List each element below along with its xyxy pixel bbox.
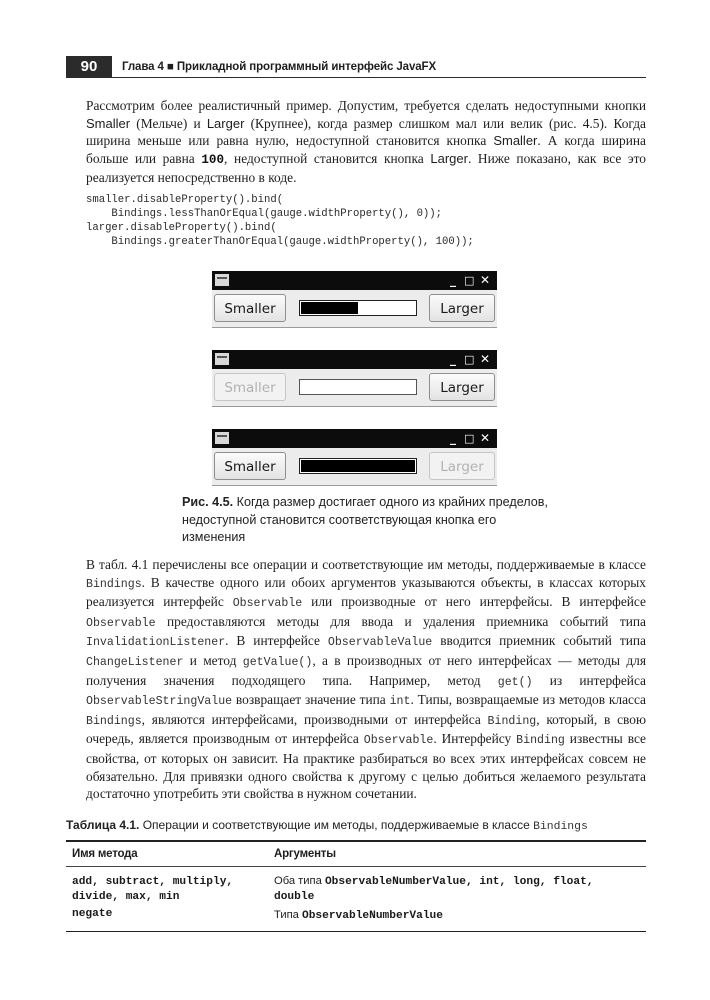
gauge-fill xyxy=(301,460,415,472)
table-label: Таблица 4.1. xyxy=(66,818,140,832)
header-rule xyxy=(66,77,646,78)
text-run: , который, в свою очередь, является производным от интерфейса xyxy=(86,711,646,747)
close-icon[interactable]: ✕ xyxy=(480,352,491,366)
text-run: . Ниже показано, как все это реализуется непосредственно в коде. xyxy=(86,150,647,186)
window-menu-icon[interactable] xyxy=(215,432,229,444)
argument-types: ObservableNumberValue, int, long, float, xyxy=(324,876,594,888)
inline-code: getValue() xyxy=(242,655,313,669)
inline-code: get() xyxy=(497,675,533,689)
column-header-arguments: Аргументы xyxy=(274,848,336,860)
inline-code: ChangeListener xyxy=(86,655,184,669)
title-bar xyxy=(212,271,497,290)
inline-code: Binding xyxy=(516,734,565,748)
maximize-icon[interactable]: □ xyxy=(464,353,475,366)
table-cell-methods xyxy=(72,874,233,904)
window-content xyxy=(212,369,497,407)
table-top-rule xyxy=(66,840,646,842)
method-names: add, subtract, multiply, xyxy=(72,876,234,888)
table-caption xyxy=(66,818,656,833)
window-example-3 xyxy=(212,429,497,485)
larger-button[interactable]: Larger xyxy=(429,373,495,401)
figure-caption xyxy=(182,494,552,547)
title-bar xyxy=(212,429,497,448)
inline-code: ObservableValue xyxy=(327,636,433,650)
smaller-button[interactable]: Smaller xyxy=(214,294,286,322)
larger-button[interactable]: Larger xyxy=(429,294,495,322)
inline-code: Observable xyxy=(363,734,434,748)
method-names: divide, max, min xyxy=(72,891,180,903)
argument-types: double xyxy=(274,891,315,903)
text-run: (Крупнее), когда размер слишком мал или велик (рис. 4.5). Когда ширина меньше или равна нулю, недоступной становится кнопка xyxy=(86,115,647,149)
inline-smaller: Smaller xyxy=(86,115,131,131)
table-caption-text: Операции и соответствующие им методы, поддерживаемые в классе xyxy=(139,818,534,832)
inline-smaller: Smaller xyxy=(493,133,538,149)
inline-code: Observable xyxy=(232,597,303,611)
table-bottom-rule xyxy=(66,931,646,932)
close-icon[interactable]: ✕ xyxy=(480,431,491,445)
inline-larger: Larger xyxy=(206,115,245,131)
text-run: Рассмотрим более реалистичный пример. Допустим, требуется сделать недоступными кнопки xyxy=(86,98,646,113)
minimize-icon[interactable]: _ xyxy=(450,273,456,287)
table-cell-methods xyxy=(72,906,112,921)
text-run: В табл. 4.1 перечислены все операции и соответствующие им методы, поддерживаемые в классе xyxy=(86,557,646,572)
intro-paragraph xyxy=(86,97,646,187)
minimize-icon[interactable]: _ xyxy=(450,431,456,445)
body-paragraph xyxy=(86,556,646,803)
running-header xyxy=(66,56,646,78)
window-example-2 xyxy=(212,350,497,406)
text-run: . Интерфейсу xyxy=(433,731,517,747)
inline-code: int xyxy=(389,695,411,709)
inline-code: Bindings xyxy=(86,577,142,591)
inline-code: Binding xyxy=(487,714,537,728)
smaller-button-disabled: Smaller xyxy=(214,373,286,401)
text-run: . В качестве одного или обоих аргументов указываются объекты, в классах которых реализуется интерфейс xyxy=(86,574,646,610)
gauge xyxy=(299,300,417,316)
gauge xyxy=(299,379,417,395)
inline-code: ObservableStringValue xyxy=(86,695,233,709)
text-run: . А когда ширина больше или равна xyxy=(86,133,646,166)
text-run: вводится приемник событий типа xyxy=(432,633,646,649)
maximize-icon[interactable]: □ xyxy=(464,432,475,445)
text-run: или производные от него интерфейсы. В интерфейсе xyxy=(302,594,646,610)
method-names: negate xyxy=(72,908,113,920)
text-run: , недоступной становится кнопка xyxy=(224,150,431,166)
window-content xyxy=(212,448,497,486)
page-number: 90 xyxy=(66,56,112,78)
argument-types: ObservableNumberValue xyxy=(301,910,443,922)
text-run: . В интерфейсе xyxy=(225,633,328,649)
table-cell-arguments xyxy=(274,908,443,923)
text-run: (Мельче) и xyxy=(130,115,207,131)
window-example-1 xyxy=(212,271,497,327)
smaller-button[interactable]: Smaller xyxy=(214,452,286,480)
window-content xyxy=(212,290,497,328)
gauge xyxy=(299,458,417,474)
window-menu-icon[interactable] xyxy=(215,274,229,286)
inline-code: InvalidationListener xyxy=(86,636,226,650)
table-cell-arguments xyxy=(274,874,594,904)
column-header-method: Имя метода xyxy=(72,848,138,860)
figure-label: Рис. 4.5. xyxy=(182,495,234,509)
text-run: , а в производных от него интерфейсах — методы для получения значения подходящего типа. Например, метод xyxy=(86,652,646,688)
title-bar xyxy=(212,350,497,369)
code-listing: smaller.disableProperty().bind( Bindings.lessThanOrEqual(gauge.widthProperty(), 0)); larger.disableProperty().bind( Bindings.greaterThanOrEqual(gauge.widthProperty(), 100)); xyxy=(86,194,474,248)
inline-code: Bindings xyxy=(533,821,588,833)
larger-button-disabled: Larger xyxy=(429,452,495,480)
window-menu-icon[interactable] xyxy=(215,353,229,365)
gauge-fill xyxy=(301,302,358,314)
text-run: и метод xyxy=(183,652,243,668)
text-run: из интерфейса xyxy=(532,672,646,688)
maximize-icon[interactable]: □ xyxy=(464,274,475,287)
text-run: предоставляются методы для ввода и удаления приемника событий типа xyxy=(155,613,646,629)
text-run: Типа xyxy=(274,909,302,921)
close-icon[interactable]: ✕ xyxy=(480,273,491,287)
minimize-icon[interactable]: _ xyxy=(450,352,456,366)
chapter-title: Глава 4 ■ Прикладной программный интерфейс JavaFX xyxy=(122,61,437,73)
table-header-rule xyxy=(66,866,646,867)
text-run: , являются интерфейсами, производными от интерфейса xyxy=(141,711,488,727)
inline-code: Observable xyxy=(86,616,156,630)
text-run: возвращает значение типа xyxy=(232,692,390,708)
inline-code: Bindings xyxy=(86,714,142,728)
text-run: Оба типа xyxy=(274,875,325,887)
text-run: . Типы, возвращаемые из методов класса xyxy=(410,692,647,708)
inline-larger: Larger xyxy=(430,150,468,166)
figure-caption-text: Когда размер достигает одного из крайних пределов, недоступной становится соответствующая кнопка его изменения xyxy=(182,495,548,544)
inline-code: 100 xyxy=(201,152,225,167)
text-run: известны все свойства, от которых он зависит. На практике разбираться во всех этих интерфейсах совсем не обязательно. Для привязки одного свойства к другому с целью добиться желаемого результата достаточно употребить эти свойства в нужном сочетании. xyxy=(86,731,646,802)
